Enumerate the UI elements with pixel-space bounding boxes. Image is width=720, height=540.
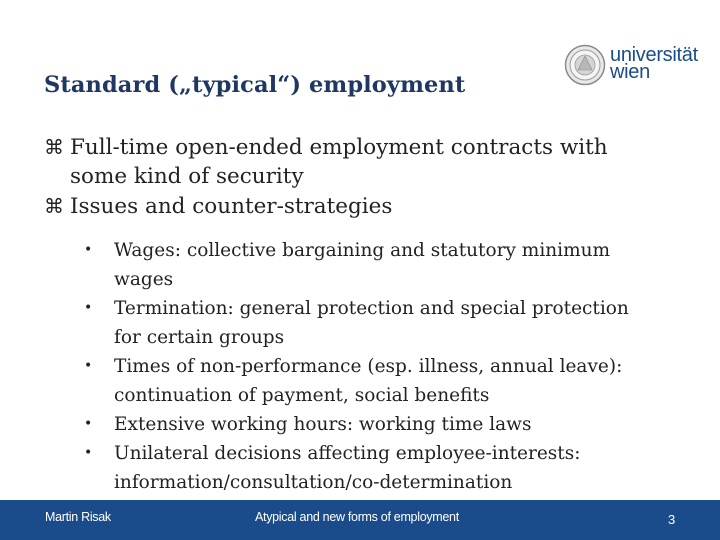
sub-bullet-line: Times of non-performance (esp. illness, annual leave): bbox=[114, 356, 623, 377]
sub-bullet-line: wages bbox=[114, 269, 174, 290]
sub-bullet-line: for certain groups bbox=[114, 327, 285, 348]
logo-line-2: wien bbox=[610, 61, 650, 83]
bullet-line: some kind of security bbox=[70, 164, 304, 189]
logo-line-1: universität bbox=[610, 44, 698, 66]
sub-bullet-line: Extensive working hours: working time laws bbox=[114, 414, 532, 435]
bullet-dot-icon: • bbox=[84, 358, 93, 374]
bullet-dot-icon: • bbox=[84, 445, 93, 461]
sub-bullet-line: Wages: collective bargaining and statutory minimum bbox=[114, 240, 611, 261]
university-seal-icon bbox=[564, 44, 606, 86]
bullet-dot-icon: • bbox=[84, 300, 93, 316]
sub-bullet-line: Unilateral decisions affecting employee-interests: bbox=[114, 443, 581, 464]
bullet-dot-icon: • bbox=[84, 416, 93, 432]
slide-title: Standard („typical“) employment bbox=[44, 72, 466, 98]
sub-bullet-item bbox=[84, 410, 644, 439]
sub-bullet-item bbox=[84, 294, 644, 352]
sub-bullet-item bbox=[84, 236, 644, 294]
main-bullet-list bbox=[44, 133, 684, 222]
bullet-dot-icon: • bbox=[84, 242, 93, 258]
sub-bullet-line: continuation of payment, social benefits bbox=[114, 385, 490, 406]
footer-title: Atypical and new forms of employment bbox=[255, 510, 459, 524]
page-number: 3 bbox=[668, 512, 676, 527]
footer-author: Martin Risak bbox=[45, 510, 111, 524]
sub-bullet-item bbox=[84, 352, 644, 410]
sub-bullet-line: information/consultation/co-determination bbox=[114, 472, 513, 493]
sub-bullet-list bbox=[84, 236, 644, 497]
logo-wordmark bbox=[610, 44, 698, 83]
footer-bar bbox=[0, 500, 720, 540]
sub-bullet-item bbox=[84, 439, 644, 497]
bullet-line: Full-time open-ended employment contracts with bbox=[70, 135, 608, 160]
z-arrow-bullet-icon: ⌘ bbox=[44, 194, 64, 218]
bullet-item bbox=[44, 133, 684, 191]
bullet-line: Issues and counter-strategies bbox=[70, 194, 393, 219]
sub-bullet-line: Termination: general protection and special protection bbox=[114, 298, 629, 319]
bullet-item bbox=[44, 192, 684, 221]
z-arrow-bullet-icon: ⌘ bbox=[44, 135, 64, 159]
university-logo bbox=[564, 42, 698, 90]
